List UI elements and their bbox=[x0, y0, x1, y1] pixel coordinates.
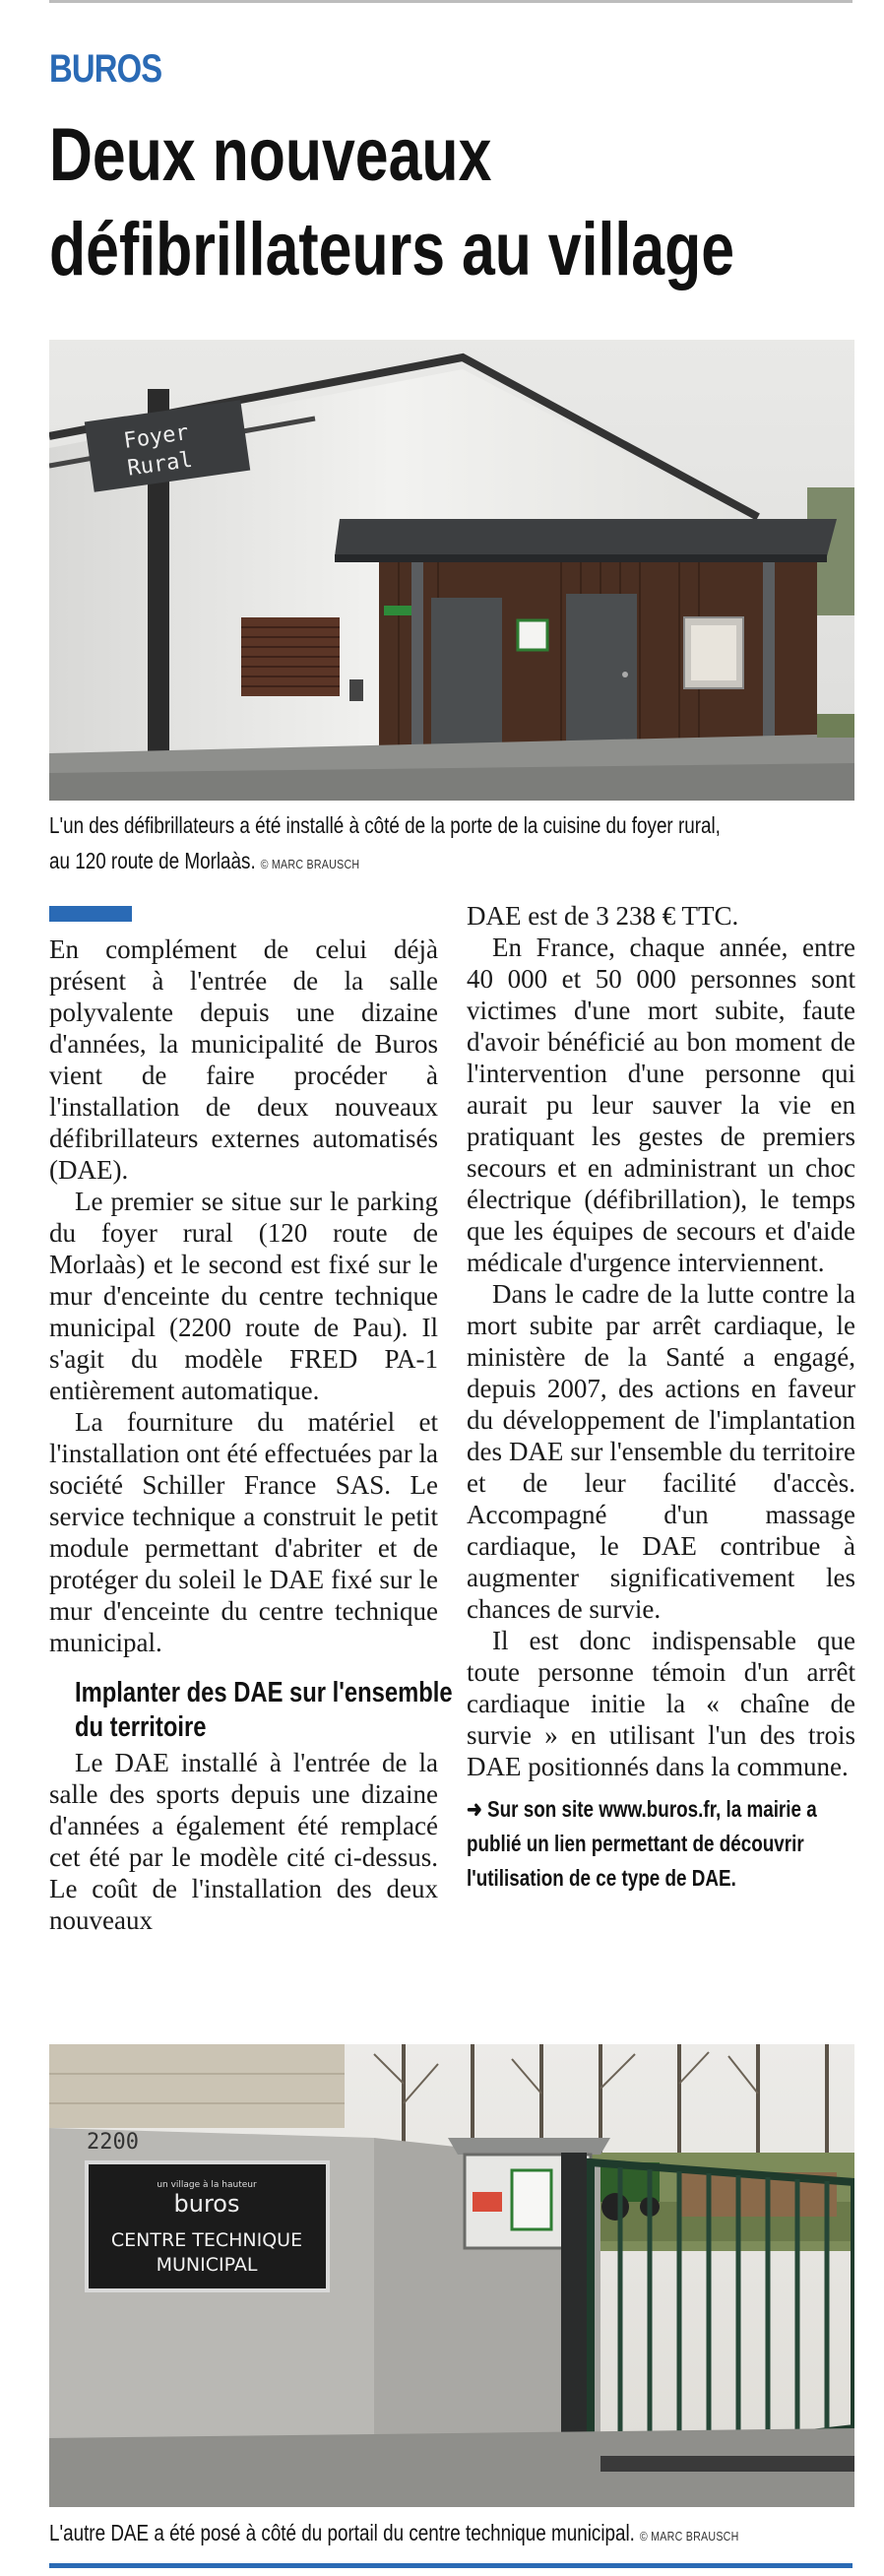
headline-line-1: Deux nouveaux bbox=[49, 113, 492, 197]
body-paragraph-4: Le DAE installé à l'entrée de la salle des sports depuis une dizaine d'années a également été remplacé cet été par le modèle cité ci-dessus. Le coût de l'installation des deux nouveaux bbox=[49, 1748, 438, 1935]
photo-1-caption-line-2-text: au 120 route de Morlaàs. bbox=[49, 848, 256, 873]
foyer-sign-line-2: Rural bbox=[125, 447, 195, 482]
photo-2-caption bbox=[49, 2515, 864, 2554]
body-paragraph-2: Le premier se situe sur le parking du foyer rural (120 route de Morlaàs) et le second est fixé sur le mur d'enceinte du centre technique municipal (2200 route de Pau). Il s'agit du modèle FRED PA-1 entièrement automatique. bbox=[49, 1187, 438, 1405]
sign-tagline: un village à la hauteur bbox=[157, 2180, 257, 2190]
photo-1-credit: © MARC BRAUSCH bbox=[260, 857, 360, 871]
sign-line-2: MUNICIPAL bbox=[156, 2254, 258, 2276]
address-number: 2200 bbox=[87, 2130, 139, 2155]
photo-1-caption bbox=[49, 807, 864, 882]
body-paragraph-1: En complément de celui déjà présent à l'entrée de la salle polyvalente depuis une dizaine d'années, la municipalité de Buros vient de faire procéder à l'installation de deux nouveaux défibrillateurs externes automatisés (DAE). bbox=[49, 934, 438, 1185]
top-rule bbox=[49, 0, 852, 3]
sign-line-1: CENTRE TECHNIQUE bbox=[110, 2229, 303, 2251]
article-accent-bar bbox=[49, 906, 132, 922]
photo-2-credit: © MARC BRAUSCH bbox=[639, 2529, 739, 2544]
section-kicker: BUROS bbox=[49, 47, 162, 91]
article-column-left bbox=[49, 934, 453, 1936]
foyer-sign-line-1: Foyer bbox=[122, 420, 191, 454]
bottom-rule bbox=[49, 2563, 852, 2568]
photo-1-caption-line-1: L'un des défibrillateurs a été installé à côté de la porte de la cuisine du foyer rural, bbox=[49, 812, 721, 838]
body-paragraph-6: Dans le cadre de la lutte contre la mort subite par arrêt cardiaque, le ministère de la Santé a engagé, depuis 2007, des actions en faveur du développement de l'implantation des DAE sur l'ensemble du territoire et de leur facilité d'accès. Accompagné d'un massage cardiaque, le DAE contribue à augmenter significativement les chances de survie. bbox=[467, 1279, 855, 1624]
photo-1-caption-line-2 bbox=[49, 843, 864, 882]
article-headline bbox=[49, 108, 837, 297]
body-subheading: Implanter des DAE sur l'ensemble du territoire bbox=[75, 1677, 453, 1743]
body-paragraph-7: Il est donc indispensable que toute personne témoin d'un arrêt cardiaque initie la « chaîne de survie » en utilisant l'un des trois DAE positionnés dans la commune. bbox=[467, 1626, 855, 1781]
headline-line-2: défibrillateurs au village bbox=[49, 208, 735, 291]
sign-brand: buros bbox=[173, 2190, 240, 2218]
article-column-right bbox=[467, 900, 855, 1896]
photo-centre-technique bbox=[49, 2044, 854, 2507]
body-paragraph-4-continued: DAE est de 3 238 € TTC. bbox=[467, 901, 739, 931]
website-note: ➜ Sur son site www.buros.fr, la mairie a publié un lien permettant de découvrir l'utilisation de ce type de DAE. bbox=[467, 1796, 817, 1891]
photo-foyer-rural bbox=[49, 340, 854, 801]
body-paragraph-5: En France, chaque année, entre 40 000 et 50 000 personnes sont victimes d'une mort subite, faute d'avoir bénéficié au bon moment de l'intervention d'une personne qui aurait pu leur sauver la vie en pratiquant les gestes de premiers secours et en administrant un choc électrique (défibrillation), le temps que les équipes de secours et d'aide médicale d'urgence interviennent. bbox=[467, 933, 855, 1277]
photo-2-caption-text: L'autre DAE a été posé à côté du portail du centre technique municipal. bbox=[49, 2520, 635, 2545]
body-paragraph-3: La fourniture du matériel et l'installation ont été effectuées par la société Schiller France SAS. Le service technique a construit le petit module permettant d'abriter et de protéger du soleil le DAE fixé sur le mur d'enceinte du centre technique municipal. bbox=[49, 1407, 438, 1657]
